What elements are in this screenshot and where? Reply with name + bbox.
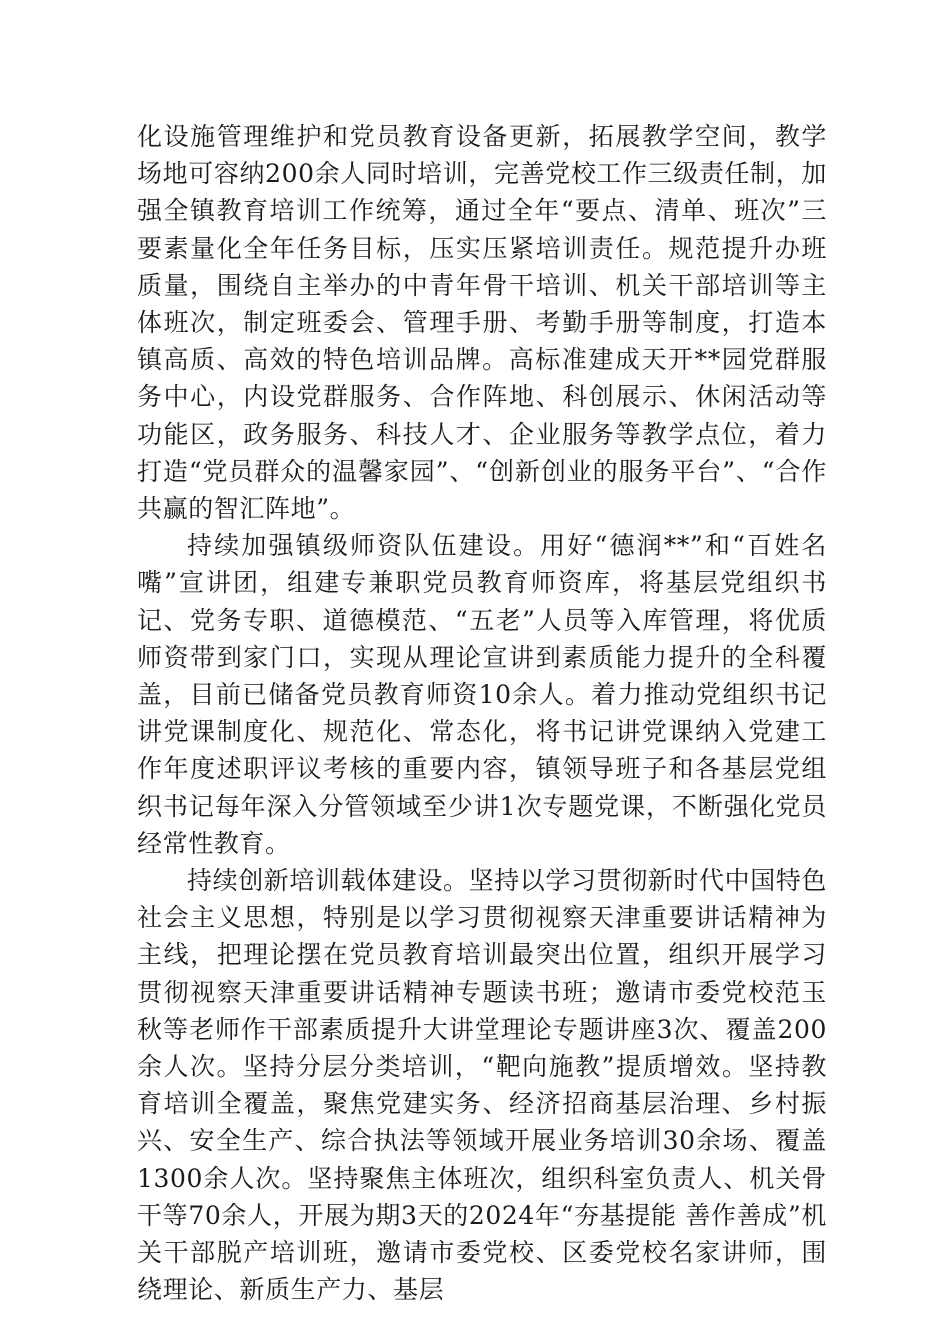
document-body bbox=[137, 118, 827, 1309]
paragraph-facilities: 化设施管理维护和党员教育设备更新，拓展教学空间，教学场地可容纳200余人同时培训，完善党校工作三级责任制，加强全镇教育培训工作统筹，通过全年“要点、清单、班次”三要素量化全年任务目标，压实压紧培训责任。规范提升办班质量，围绕自主举办的中青年骨干培训、机关干部培训等主体班次，制定班委会、管理手册、考勤手册等制度，打造本镇高质、高效的特色培训品牌。高标准建成天开**园党群服务中心，内设党群服务、合作阵地、科创展示、休闲活动等功能区，政务服务、科技人才、企业服务等教学点位，着力打造“党员群众的温馨家园”、“创新创业的服务平台”、“合作共赢的智汇阵地”。 bbox=[137, 122, 827, 524]
paragraph-teacher-team: 持续加强镇级师资队伍建设。用好“德润**”和“百姓名嘴”宣讲团，组建专兼职党员教育师资库，将基层党组织书记、党务专职、道德模范、“五老”人员等入库管理，将优质师资带到家门口，实现从理论宣讲到素质能力提升的全科覆盖，目前已储备党员教育师资10余人。着力推动党组织书记讲党课制度化、规范化、常态化，将书记讲党课纳入党建工作年度述职评议考核的重要内容，镇领导班子和各基层党组织书记每年深入分管领域至少讲1次专题党课，不断强化党员经常性教育。 bbox=[137, 531, 827, 858]
paragraph-training-innovation: 持续创新培训载体建设。坚持以学习贯彻新时代中国特色社会主义思想，特别是以学习贯彻视察天津重要讲话精神为主线，把理论摆在党员教育培训最突出位置，组织开展学习贯彻视察天津重要讲话精神专题读书班；邀请市委党校范玉秋等老师作干部素质提升大讲堂理论专题讲座3次、覆盖200余人次。坚持分层分类培训，“靶向施教”提质增效。坚持教育培训全覆盖，聚焦党建实务、经济招商基层治理、乡村振兴、安全生产、综合执法等领域开展业务培训30余场、覆盖1300余人次。坚持聚焦主体班次，组织科室负责人、机关骨干等70余人，开展为期3天的2024年“夯基提能 善作善成”机关干部脱产培训班，邀请市委党校、区委党校名家讲师，围绕理论、新质生产力、基层 bbox=[137, 866, 828, 1305]
